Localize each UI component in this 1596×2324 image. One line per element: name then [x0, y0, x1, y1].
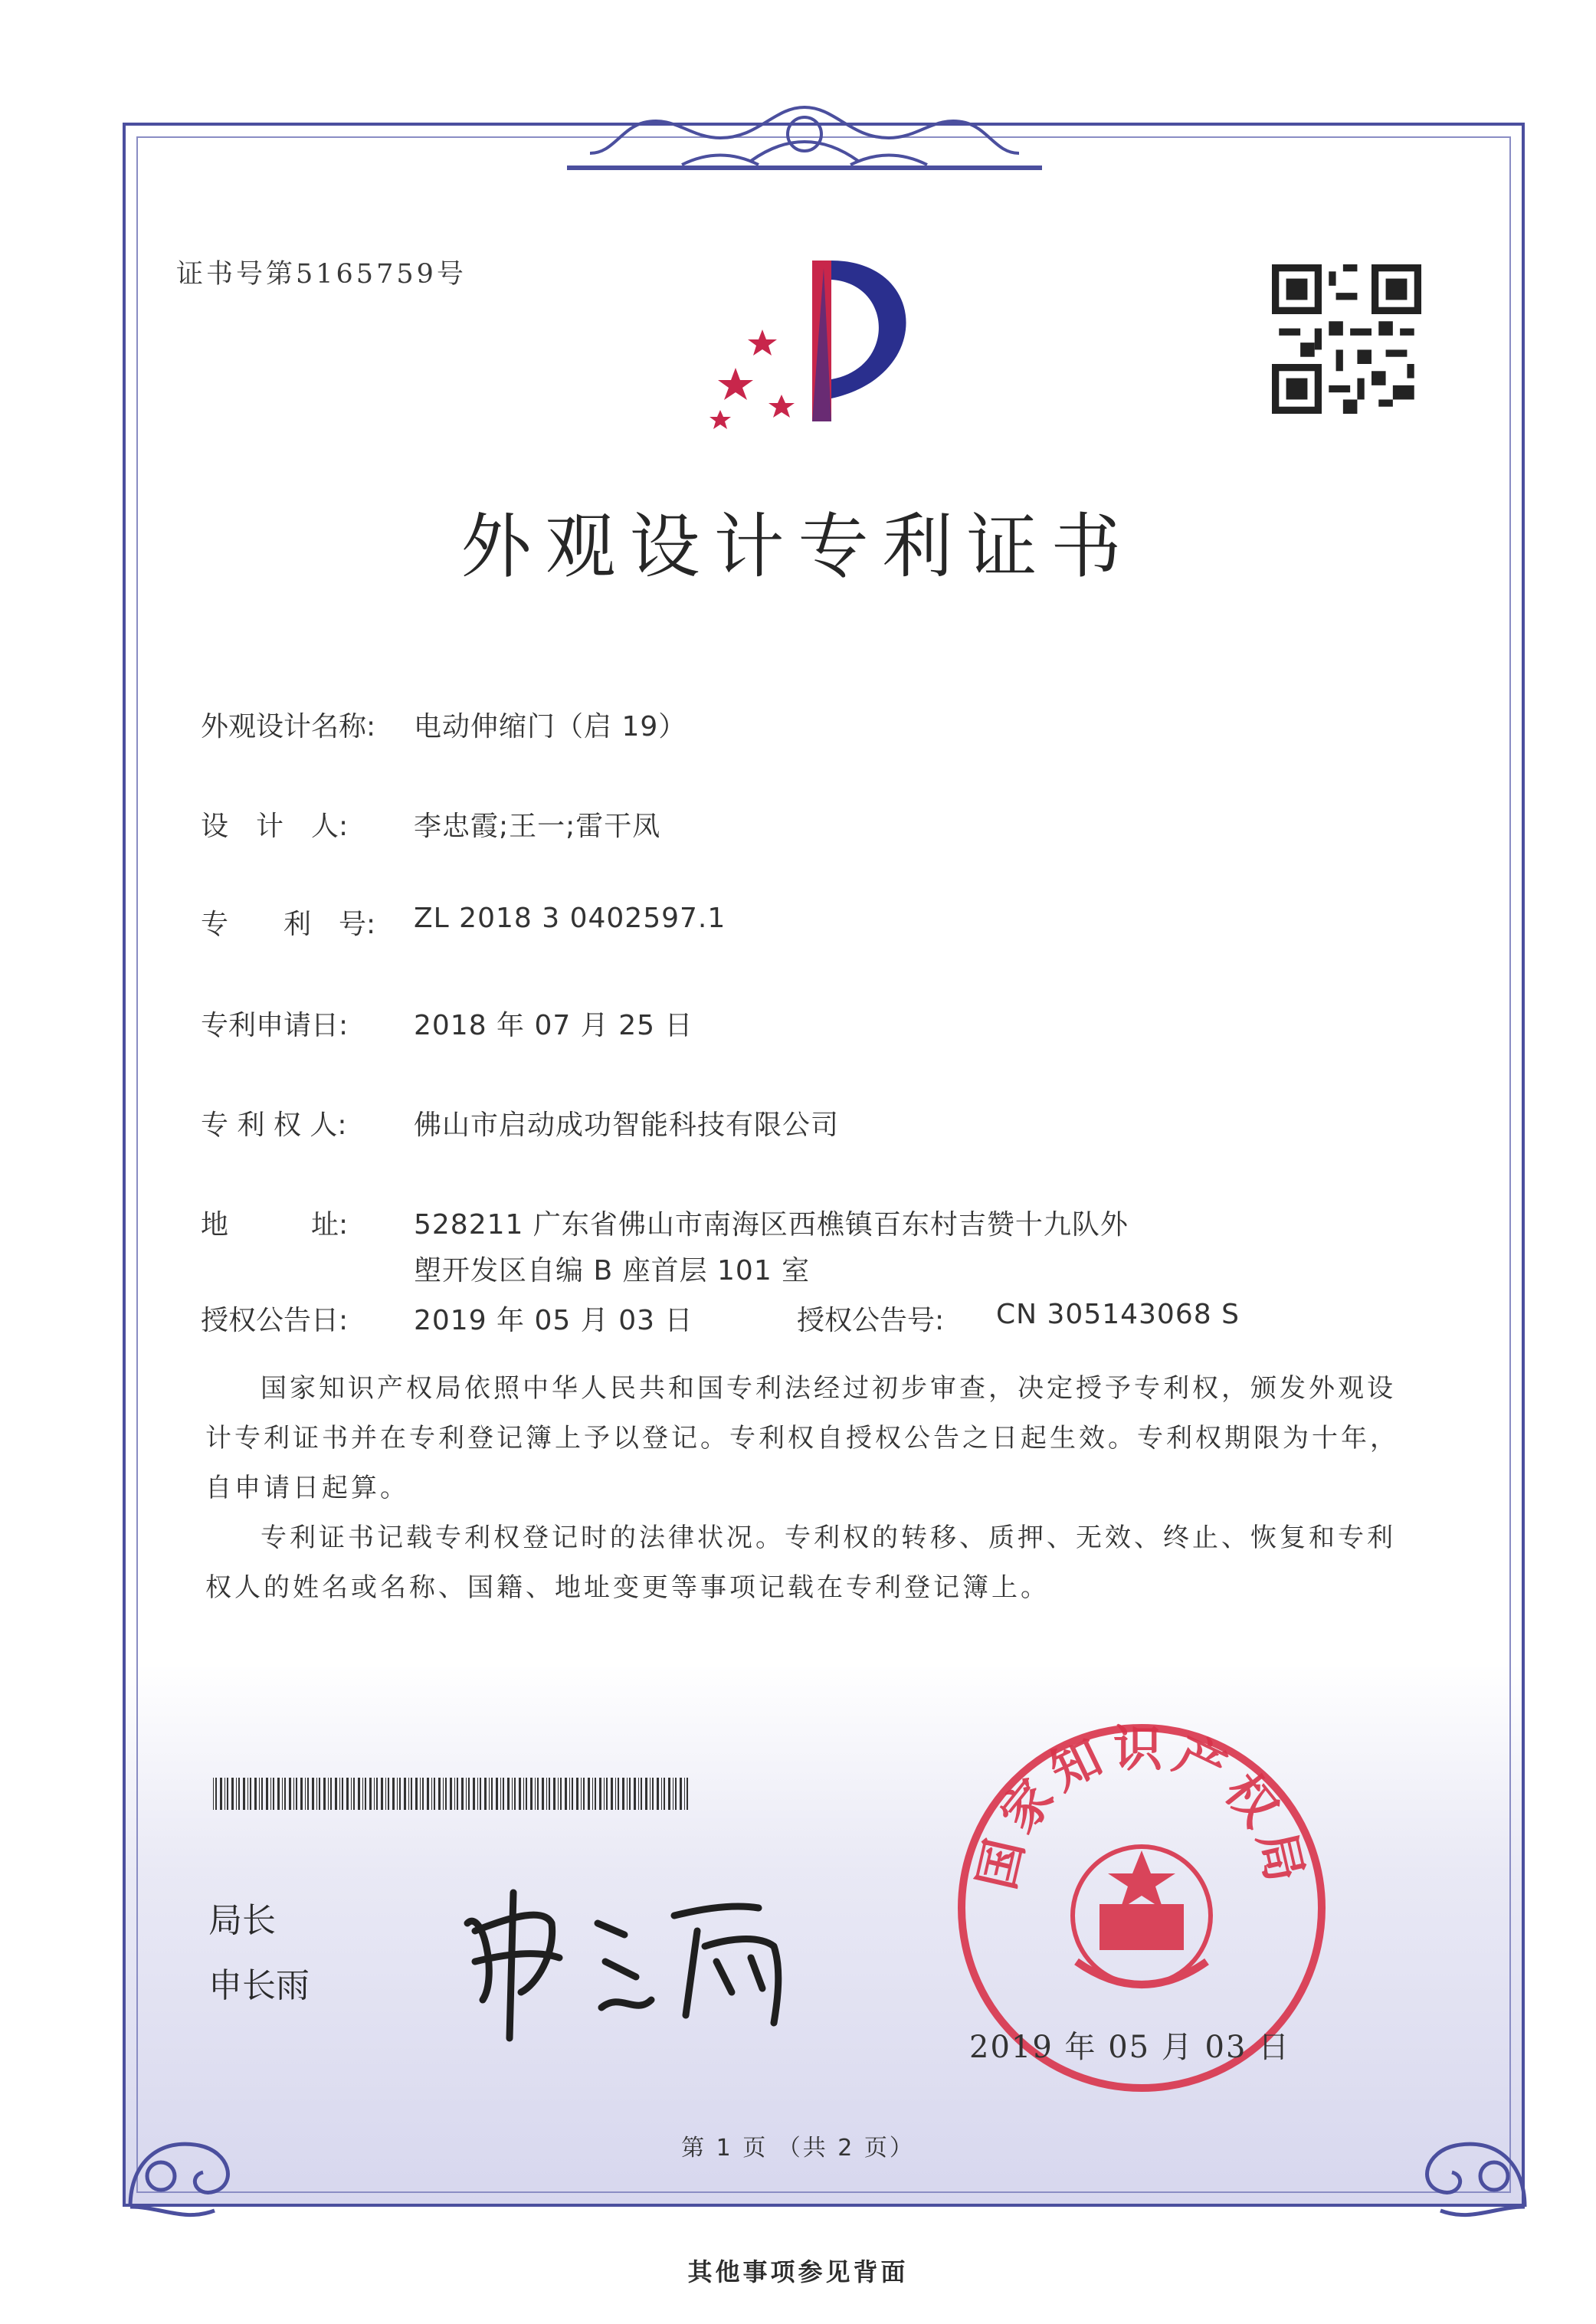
page-number: 第 1 页 （共 2 页） — [681, 2135, 915, 2162]
grant-date-label: 授权公告日: — [201, 1305, 349, 1336]
body-paragraph-1: 国家知识产权局依照中华人民共和国专利法经过初步审查，决定授予专利权，颁发外观设计专利证书并在专利登记簿上予以登记。专利权自授权公告之日起生效。专利权期限为十年，自申请日起算。 — [205, 1373, 1399, 1503]
patentee-label: 专 利 权 人: — [201, 1110, 347, 1141]
patentee-value: 佛山市启动成功智能科技有限公司 — [414, 1110, 840, 1141]
certificate-title: 外观设计专利证书 — [460, 506, 1136, 588]
director-title: 局长 — [208, 1901, 276, 1940]
seal-date: 2019 年 05 月 03 日 — [969, 2030, 1291, 2065]
application-date-value: 2018 年 07 月 25 日 — [414, 1010, 693, 1041]
grant-date-value: 2019 年 05 月 03 日 — [414, 1305, 693, 1336]
design-name-value: 电动伸缩门（启 19） — [414, 711, 687, 742]
director-signature — [452, 1862, 820, 2046]
application-date-label: 专利申请日: — [201, 1010, 349, 1041]
footer-note: 其他事项参见背面 — [687, 2257, 909, 2286]
design-name-label: 外观设计名称: — [201, 711, 376, 742]
address-label: 地 址: — [201, 1209, 349, 1241]
certificate-number: 证书号第5165759号 — [176, 259, 467, 290]
seal-text: 国家知识产权局 — [968, 1721, 1315, 1895]
grant-number-value: CN 305143068 S — [996, 1299, 1240, 1330]
designer-label: 设 计 人: — [201, 811, 349, 842]
director-name: 申长雨 — [208, 1966, 310, 2005]
top-ornament — [567, 92, 1042, 176]
patent-office-logo — [690, 245, 950, 429]
grant-number-label: 授权公告号: — [797, 1305, 945, 1336]
qr-code[interactable] — [1272, 264, 1421, 414]
barcode — [213, 1778, 688, 1810]
address-line-2: 塱开发区自编 B 座首层 101 室 — [414, 1255, 811, 1287]
address-line-1: 528211 广东省佛山市南海区西樵镇百东村吉赞十九队外 — [414, 1209, 1129, 1241]
body-paragraph-2: 专利证书记载专利权登记时的法律状况。专利权的转移、质押、无效、终止、恢复和专利权人的姓名或名称、国籍、地址变更等事项记载在专利登记簿上。 — [205, 1523, 1396, 1603]
designer-value: 李忠霞;王一;雷干凤 — [414, 811, 661, 842]
patent-number-value: ZL 2018 3 0402597.1 — [414, 903, 726, 934]
patent-number-label: 专 利 号: — [201, 909, 376, 940]
